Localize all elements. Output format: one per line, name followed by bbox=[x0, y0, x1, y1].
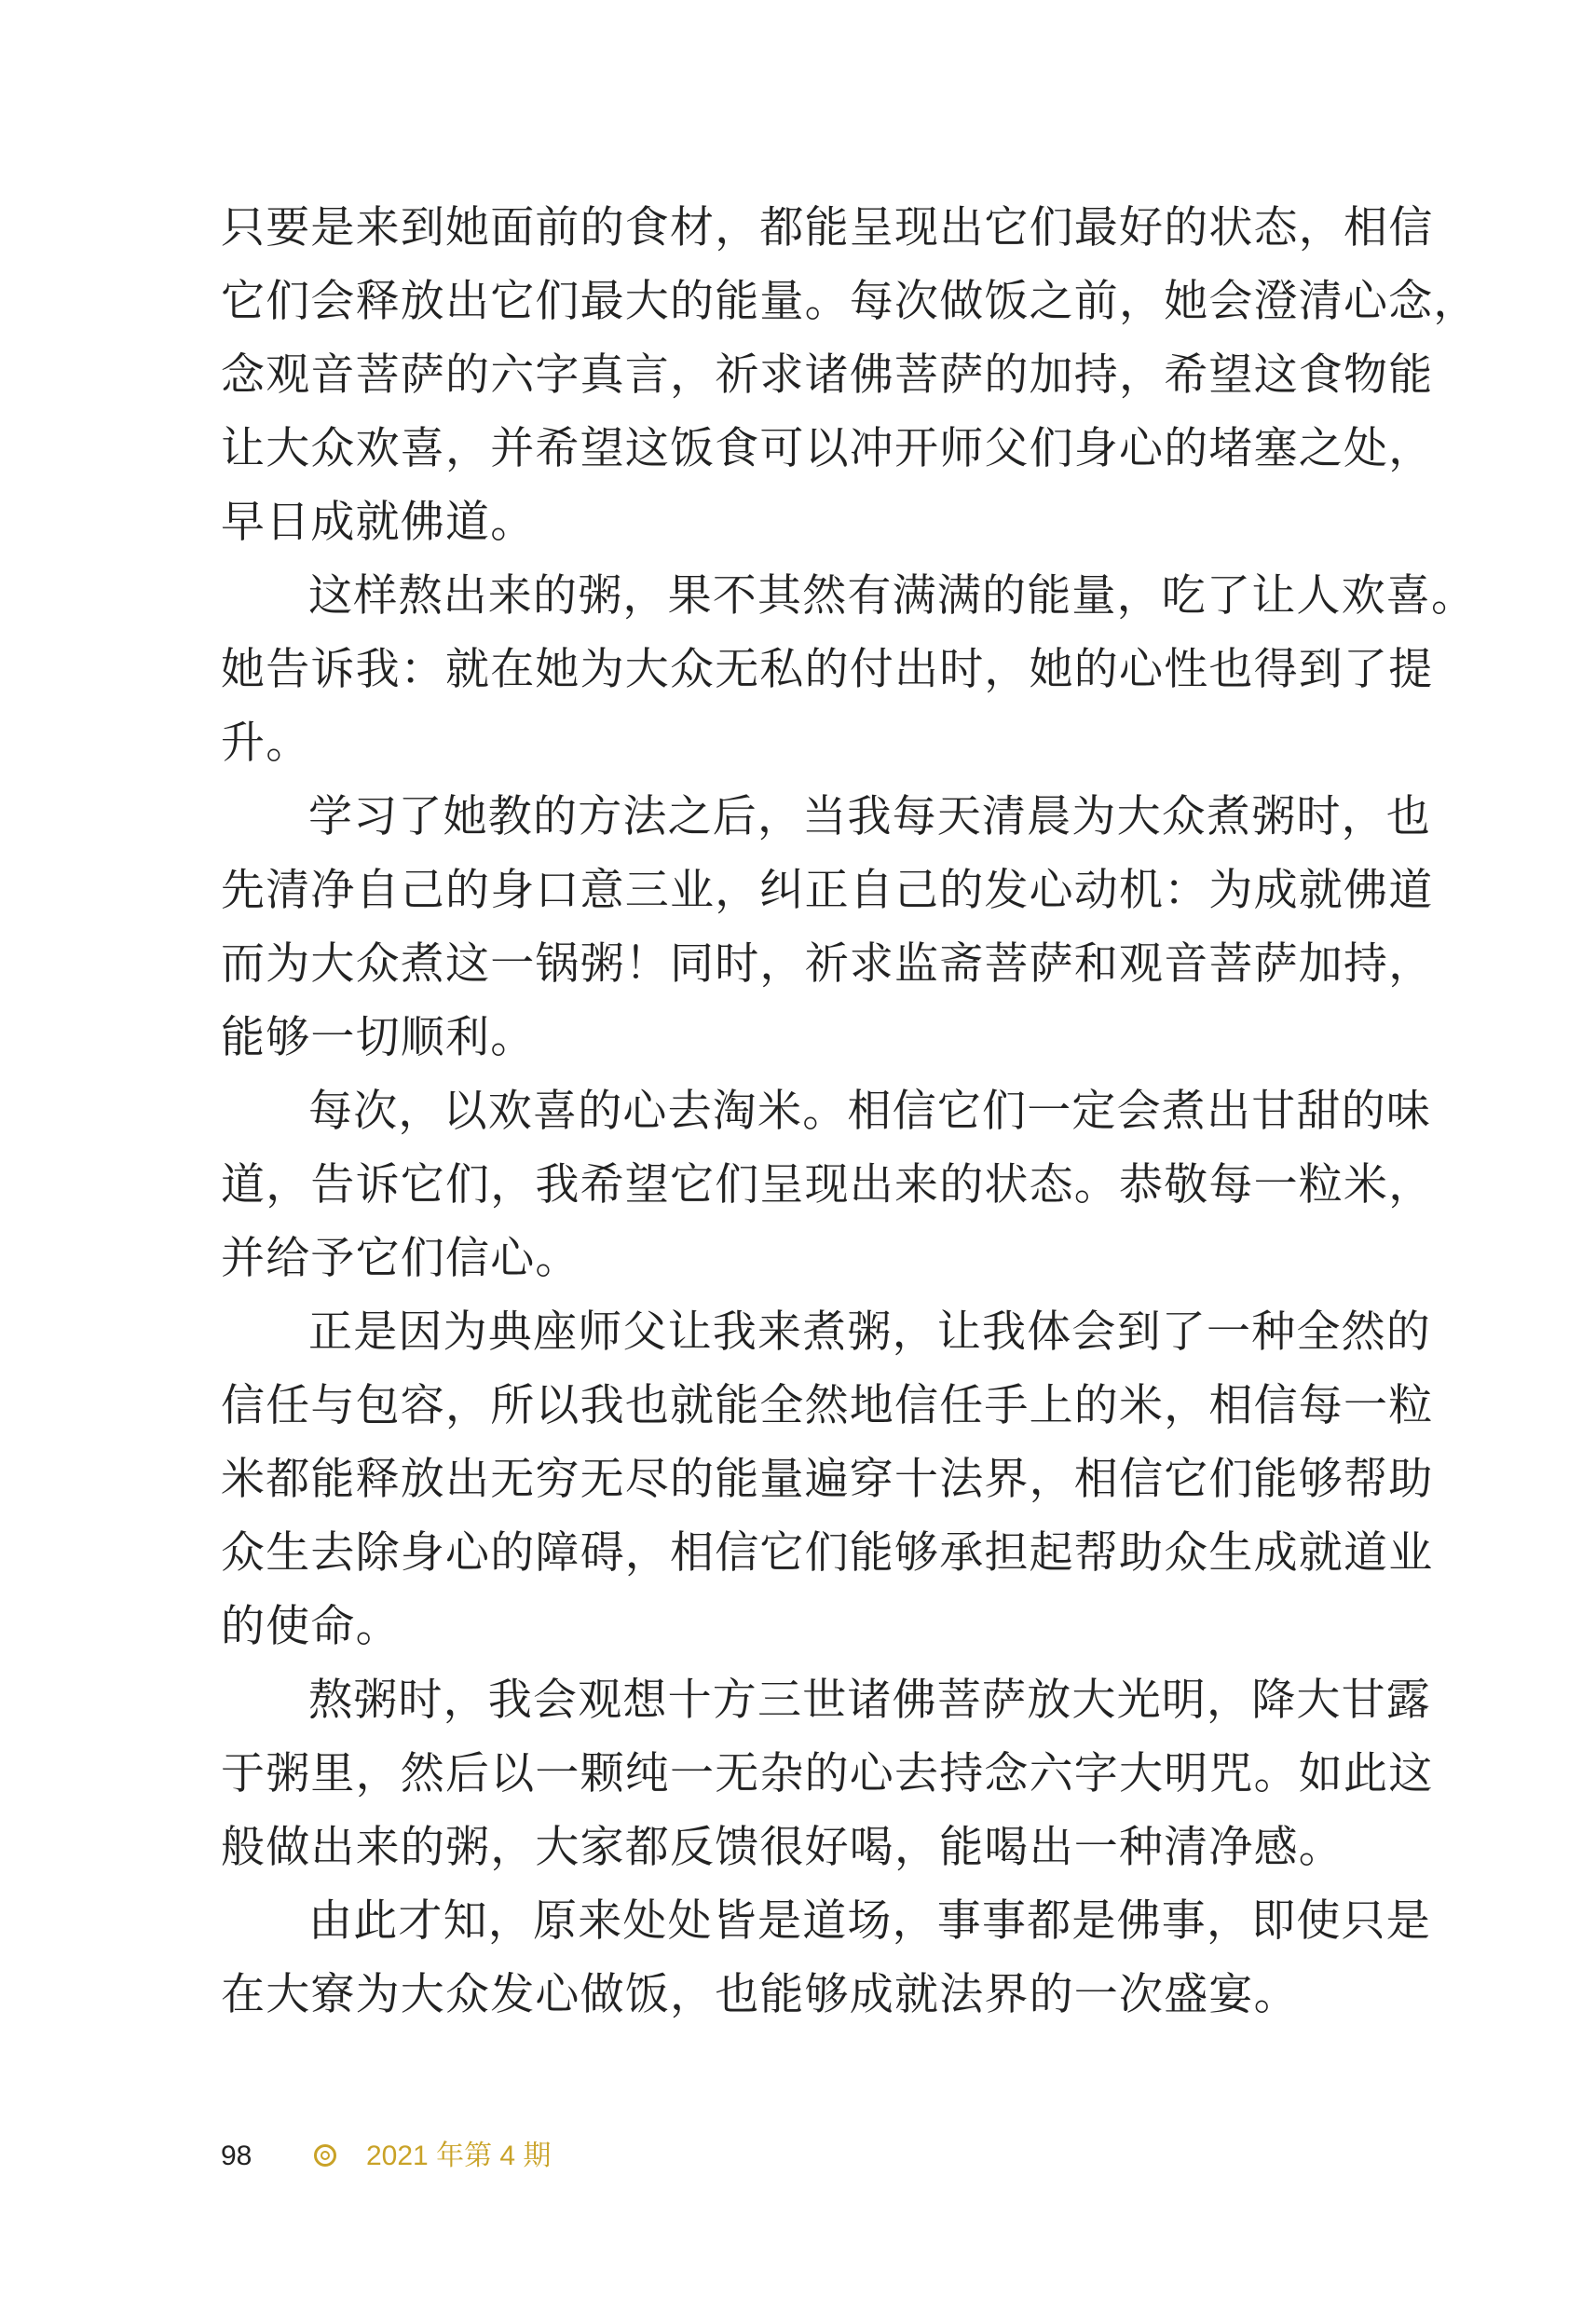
text-line: 般做出来的粥，大家都反馈很好喝，能喝出一种清净感。 bbox=[221, 1822, 1344, 1873]
text-line: 由此才知，原来处处皆是道场，事事都是佛事，即使只是 bbox=[308, 1895, 1431, 1947]
text-line: 众生去除身心的障碍，相信它们能够承担起帮助众生成就道业 bbox=[221, 1527, 1434, 1579]
text-line: 信任与包容，所以我也就能全然地信任手上的米，相信每一粒 bbox=[221, 1380, 1434, 1431]
page-footer bbox=[221, 2134, 551, 2179]
text-line: 她告诉我：就在她为大众无私的付出时，她的心性也得到了提 bbox=[221, 644, 1434, 695]
text-line: 而为大众煮这一锅粥！同时，祈求监斋菩萨和观音菩萨加持， bbox=[221, 938, 1434, 990]
text-line: 并给予它们信心。 bbox=[221, 1233, 580, 1284]
text-line: 只要是来到她面前的食材，都能呈现出它们最好的状态，相信 bbox=[221, 202, 1434, 253]
text-line: 正是因为典座师父让我来煮粥，让我体会到了一种全然的 bbox=[308, 1306, 1431, 1358]
text-line: 每次，以欢喜的心去淘米。相信它们一定会煮出甘甜的味 bbox=[308, 1086, 1431, 1137]
text-line: 升。 bbox=[221, 718, 311, 769]
page-number: 98 bbox=[221, 2141, 252, 2171]
text-line: 早日成就佛道。 bbox=[221, 497, 536, 548]
body-text bbox=[221, 191, 1479, 2032]
issue-label: 2021 年第 4 期 bbox=[366, 2141, 552, 2171]
text-line: 熬粥时，我会观想十方三世诸佛菩萨放大光明，降大甘露 bbox=[308, 1675, 1431, 1726]
text-line: 道，告诉它们，我希望它们呈现出来的状态。恭敬每一粒米， bbox=[221, 1159, 1434, 1211]
double-circle-icon bbox=[314, 2144, 336, 2167]
text-line: 学习了她教的方法之后，当我每天清晨为大众煮粥时，也 bbox=[308, 791, 1431, 842]
text-line: 念观音菩萨的六字真言，祈求诸佛菩萨的加持，希望这食物能 bbox=[221, 349, 1434, 401]
text-line: 于粥里，然后以一颗纯一无杂的心去持念六字大明咒。如此这 bbox=[221, 1748, 1434, 1799]
text-line: 它们会释放出它们最大的能量。每次做饭之前，她会澄清心念， bbox=[221, 276, 1479, 327]
text-line: 在大寮为大众发心做饭，也能够成就法界的一次盛宴。 bbox=[221, 1969, 1299, 2020]
text-line: 能够一切顺利。 bbox=[221, 1012, 536, 1063]
text-line: 先清净自己的身口意三业，纠正自己的发心动机：为成就佛道 bbox=[221, 865, 1434, 916]
text-line: 的使命。 bbox=[221, 1601, 401, 1652]
text-line: 这样熬出来的粥，果不其然有满满的能量，吃了让人欢喜。 bbox=[308, 570, 1477, 622]
text-line: 米都能释放出无穷无尽的能量遍穿十法界，相信它们能够帮助 bbox=[221, 1454, 1434, 1505]
text-line: 让大众欢喜，并希望这饭食可以冲开师父们身心的堵塞之处， bbox=[221, 423, 1434, 474]
